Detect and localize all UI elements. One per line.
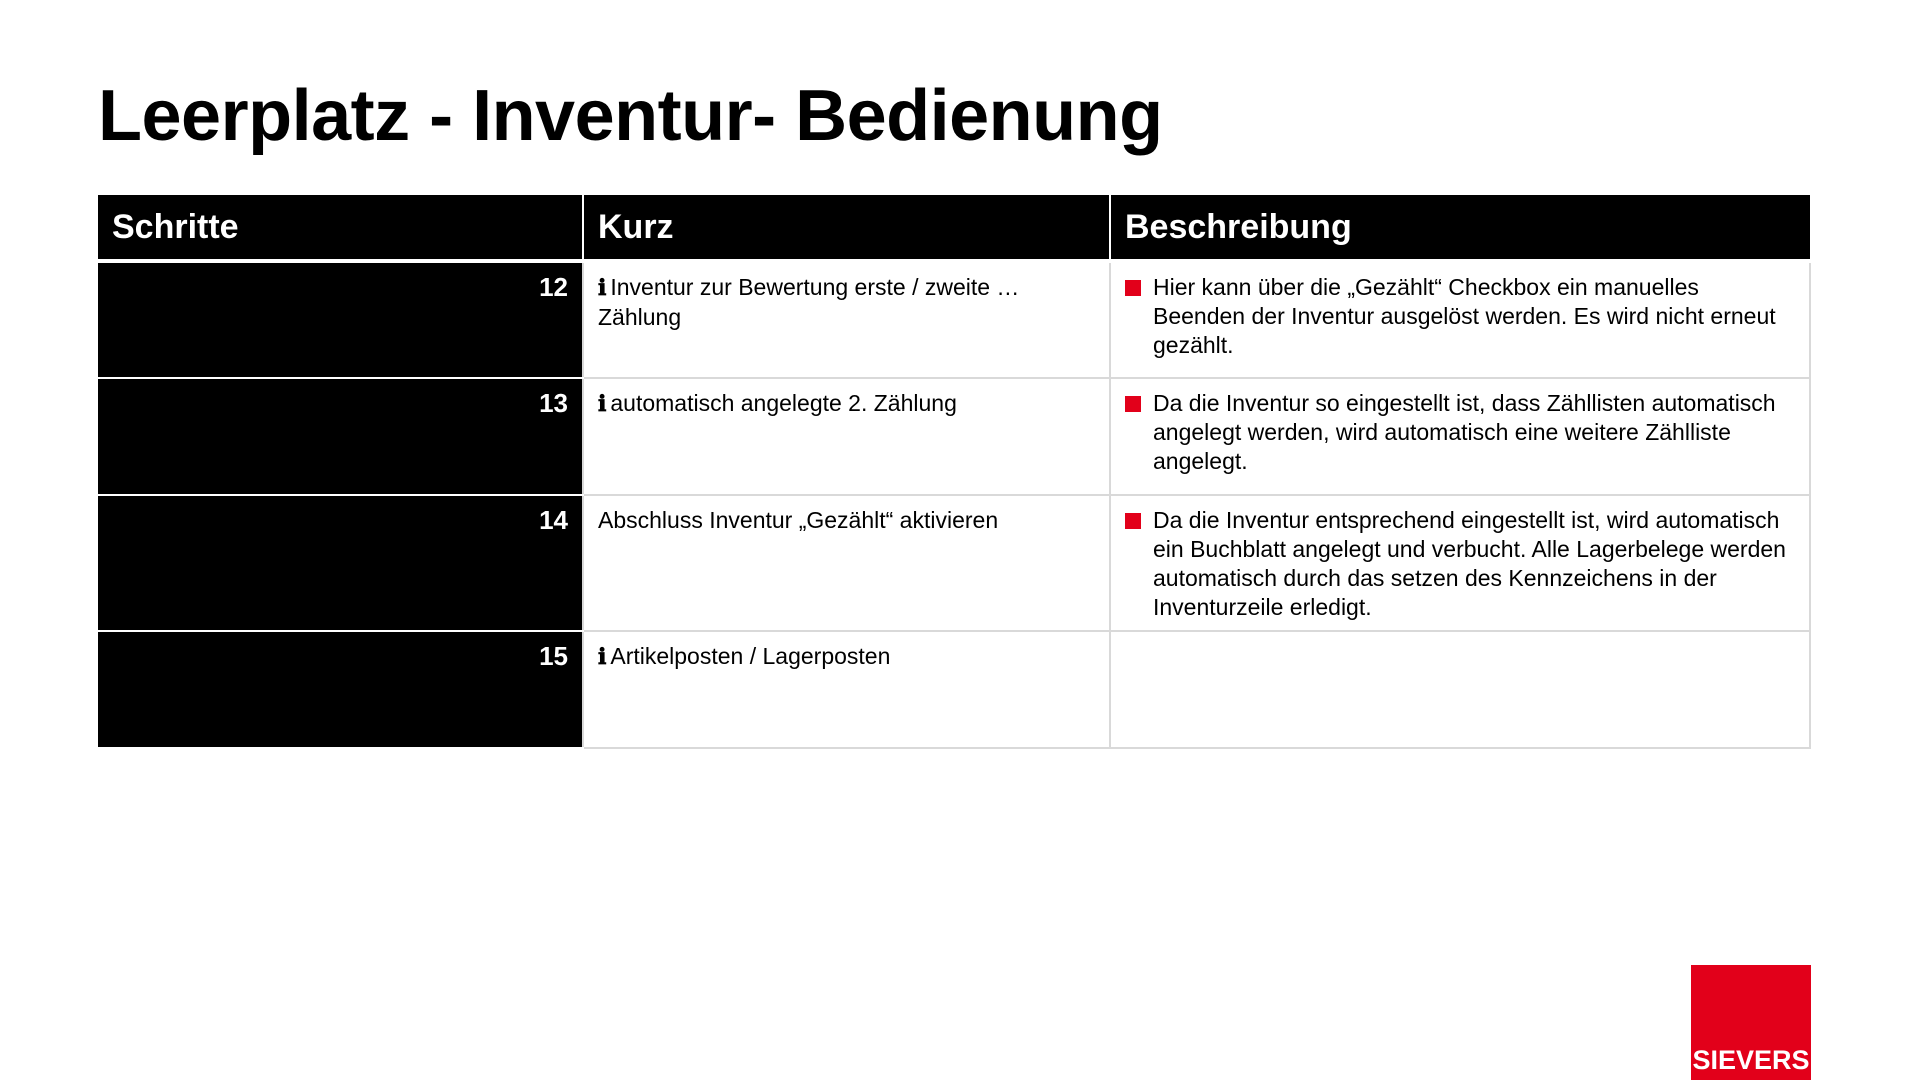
steps-table xyxy=(98,195,1811,749)
table-row xyxy=(98,378,1810,495)
kurz-cell xyxy=(583,631,1110,748)
beschreibung-cell xyxy=(1110,631,1810,748)
info-icon: ℹ xyxy=(598,391,607,417)
table-row xyxy=(98,631,1810,748)
red-square-bullet-icon xyxy=(1125,280,1141,296)
table-row xyxy=(98,495,1810,631)
column-header-beschreibung: Beschreibung xyxy=(1110,195,1810,261)
beschreibung-cell xyxy=(1110,261,1810,378)
kurz-text: Inventur zur Bewertung erste / zweite … Zählung xyxy=(598,274,1020,330)
step-number: 14 xyxy=(98,495,583,631)
kurz-cell xyxy=(583,378,1110,495)
logo-text: SIEVERS xyxy=(1692,1045,1810,1075)
beschreibung-text: Hier kann über die „Gezählt“ Checkbox ein manuelles Beenden der Inventur ausgelöst werden. Es wird nicht erneut gezählt. xyxy=(1153,274,1776,358)
red-square-bullet-icon xyxy=(1125,396,1141,412)
column-header-kurz: Kurz xyxy=(583,195,1110,261)
red-square-bullet-icon xyxy=(1125,513,1141,529)
beschreibung-text: Da die Inventur so eingestellt ist, dass Zähllisten automatisch angelegt werden, wird automatisch eine weitere Zählliste angelegt. xyxy=(1153,390,1776,474)
kurz-text: Abschluss Inventur „Gezählt“ aktivieren xyxy=(598,507,999,533)
step-number: 15 xyxy=(98,631,583,748)
beschreibung-text: Da die Inventur entsprechend eingestellt ist, wird automatisch ein Buchblatt angelegt und verbucht. Alle Lagerbelege werden automatisch durch das setzen des Kennzeichens in der Inventurzeile erledigt. xyxy=(1153,507,1786,620)
step-number: 13 xyxy=(98,378,583,495)
info-icon: ℹ xyxy=(598,644,607,670)
info-icon: ℹ xyxy=(598,275,607,301)
kurz-cell xyxy=(583,261,1110,378)
beschreibung-cell xyxy=(1110,378,1810,495)
kurz-text: automatisch angelegte 2. Zählung xyxy=(610,390,957,416)
description-bullet xyxy=(1125,506,1795,622)
description-bullet xyxy=(1125,273,1795,360)
step-number: 12 xyxy=(98,261,583,378)
kurz-text: Artikelposten / Lagerposten xyxy=(610,643,891,669)
sievers-logo xyxy=(1691,965,1811,1080)
table-row xyxy=(98,261,1810,378)
description-bullet xyxy=(1125,389,1795,476)
kurz-cell xyxy=(583,495,1110,631)
beschreibung-cell xyxy=(1110,495,1810,631)
table-header-row xyxy=(98,195,1810,261)
column-header-schritte: Schritte xyxy=(98,195,583,261)
page-title: Leerplatz - Inventur- Bedienung xyxy=(98,76,1163,156)
